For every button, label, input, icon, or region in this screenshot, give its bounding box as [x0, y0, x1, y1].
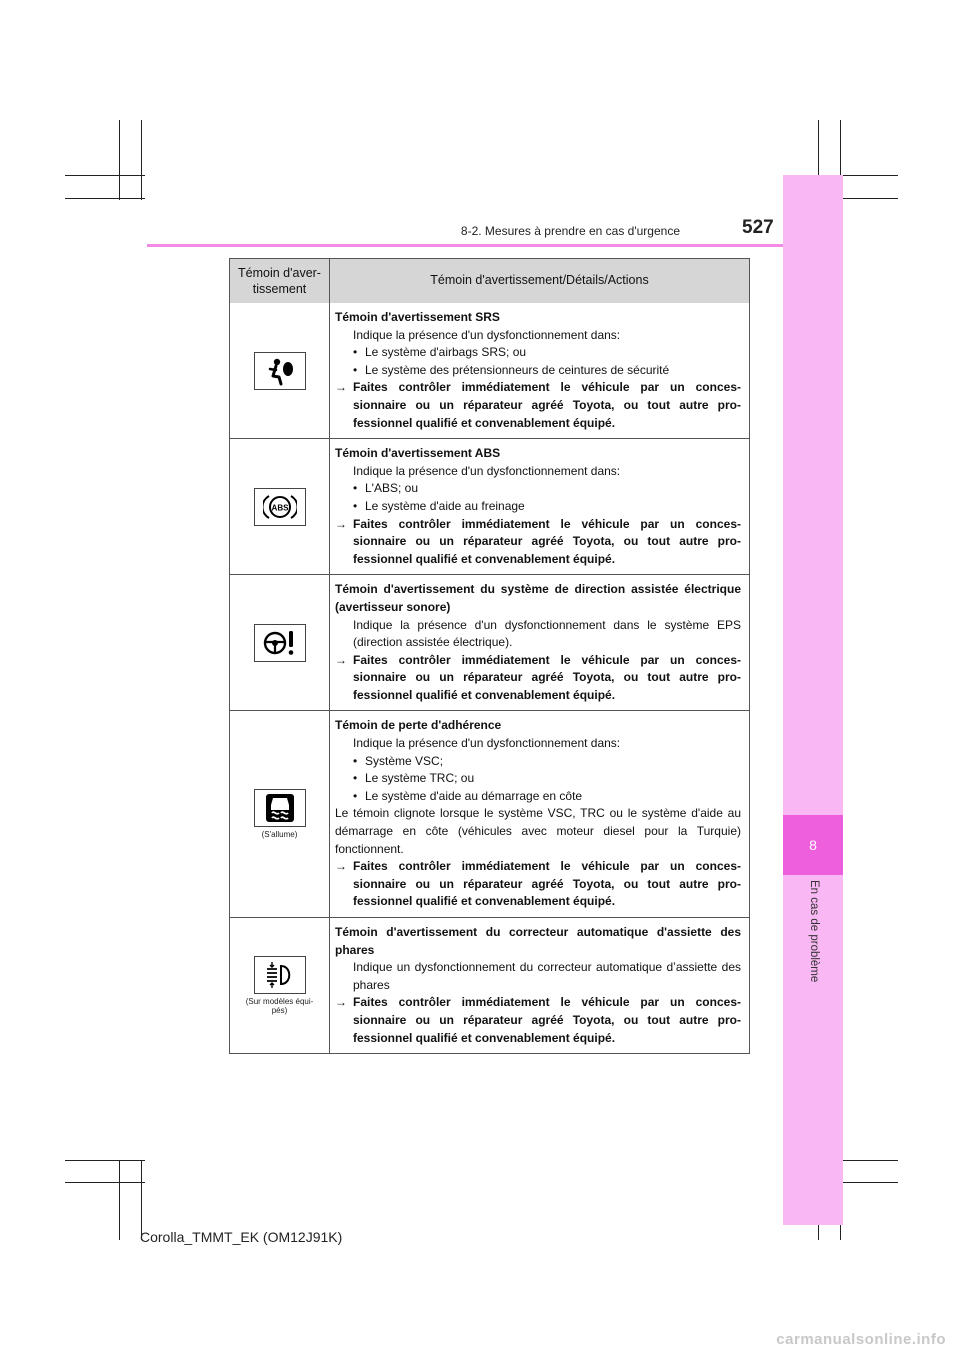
description-line: Indique la présence d'un dysfonctionnement dans le système EPS (direction assistée électrique). [353, 617, 741, 650]
warning-title: Témoin d'avertissement SRS [335, 310, 500, 324]
srs-airbag-icon [254, 352, 306, 390]
slip-indicator-icon [254, 789, 306, 827]
bullet-item [335, 498, 741, 516]
bullet-item [335, 788, 741, 806]
action-body: Faites contrôler immédiatement le véhicule par un conces-sionnaire ou un réparateur agréé Toyota, ou tout autre pro-fessionnel qualifié et convenablement équipé. [353, 516, 741, 566]
warning-lights-table [229, 258, 750, 1054]
action-text [335, 379, 741, 432]
icon-note: (Sur modèles équi-pés) [245, 997, 314, 1016]
table-row [230, 917, 749, 1053]
warning-description-cell [330, 711, 749, 917]
eps-steering-icon [254, 624, 306, 662]
crop-mark [141, 1160, 142, 1240]
bullet-text: Le système d'aide au démarrage en côte [365, 788, 583, 803]
bullet-marker: • [353, 481, 358, 496]
bullet-text: Le système TRC; ou [365, 771, 475, 786]
bullet-text: Le système d'aide au freinage [365, 498, 525, 513]
bullet-marker: • [353, 771, 358, 786]
table-row [230, 710, 749, 917]
bullet-text: L'ABS; ou [365, 481, 418, 496]
bullet-marker: • [353, 345, 358, 360]
warning-icon-cell [230, 303, 330, 438]
table-row [230, 574, 749, 710]
warning-description-cell [330, 439, 749, 574]
icon-note: (S'allume) [261, 830, 298, 840]
warning-description-cell [330, 575, 749, 710]
bullet-marker: • [353, 498, 358, 513]
warning-icon-cell [230, 575, 330, 710]
chapter-number: 8 [809, 837, 817, 853]
table-header-row [230, 259, 749, 303]
chapter-sidebar [783, 175, 843, 1225]
crop-mark [65, 1160, 145, 1161]
bullet-text: Le système d'airbags SRS; ou [365, 345, 527, 360]
col-icon-header: Témoin d'aver-tissement [230, 259, 330, 303]
arrow-glyph: → [335, 859, 347, 874]
col-text-header: Témoin d'avertissement/Détails/Actions [430, 273, 649, 288]
warning-icon-cell [230, 439, 330, 574]
bullet-item [335, 770, 741, 788]
abs-icon [254, 488, 306, 526]
description-line: Indique la présence d'un dysfonctionnement dans: [353, 463, 621, 478]
crop-mark [119, 1160, 120, 1240]
document-id: Corolla_TMMT_EK (OM12J91K) [140, 1229, 343, 1245]
action-text [335, 516, 741, 569]
table-row [230, 438, 749, 574]
watermark: carmanualsonline.info [776, 1331, 946, 1348]
warning-icon-cell [230, 711, 330, 917]
crop-mark [65, 175, 145, 176]
arrow-glyph: → [335, 380, 347, 395]
header-rule [147, 244, 783, 247]
warning-title: Témoin d'avertissement ABS [335, 446, 501, 461]
bullet-item [335, 480, 741, 498]
warning-description-cell [330, 303, 749, 438]
svg-text:ABS: ABS [271, 503, 288, 513]
bullet-item [335, 362, 741, 380]
bullet-marker: • [353, 788, 358, 803]
description-line: Indique la présence d'un dysfonctionnement dans: [353, 327, 621, 342]
chapter-title: En cas de problème [808, 880, 820, 983]
bullet-text: Système VSC; [365, 753, 444, 768]
action-body: Faites contrôler immédiatement le véhicule par un conces-sionnaire ou un réparateur agréé Toyota, ou tout autre pro-fessionnel qualifié et convenablement équipé. [353, 652, 741, 702]
description-note: Le témoin clignote lorsque le système VSC, TRC ou le système d'aide au démarrage en côte (véhicules avec moteur diesel pour la Turquie) fonctionnent. [335, 806, 741, 856]
warning-description-cell [330, 918, 749, 1053]
action-body: Faites contrôler immédiatement le véhicule par un conces-sionnaire ou un réparateur agréé Toyota, ou tout autre pro-fessionnel qualifié et convenablement équipé. [353, 995, 741, 1045]
crop-mark [65, 198, 145, 199]
action-body: Faites contrôler immédiatement le véhicule par un conces-sionnaire ou un réparateur agréé Toyota, ou tout autre pro-fessionnel qualifié et convenablement équipé. [353, 859, 741, 909]
bullet-marker: • [353, 753, 358, 768]
bullet-item [335, 753, 741, 771]
action-text [335, 858, 741, 911]
arrow-glyph: → [335, 516, 347, 531]
bullet-text: Le système des prétensionneurs de ceintures de sécurité [365, 362, 670, 377]
bullet-item [335, 344, 741, 362]
arrow-glyph: → [335, 652, 347, 667]
warning-title: Témoin d'avertissement du correcteur automatique d'assiette des phares [335, 925, 741, 957]
table-row [230, 303, 749, 438]
action-text [335, 994, 741, 1047]
action-text [335, 652, 741, 705]
crop-mark [141, 120, 142, 200]
headlight-leveling-icon [254, 956, 306, 994]
warning-title: Témoin de perte d'adhérence [335, 718, 502, 733]
description-line: Indique la présence d'un dysfonctionnement dans: [353, 736, 621, 751]
bullet-marker: • [353, 362, 358, 377]
page-number: 527 [742, 217, 774, 238]
warning-icon-cell [230, 918, 330, 1053]
description-line: Indique un dysfonctionnement du correcteur automatique d’assiette des phares [353, 960, 741, 992]
crop-mark [119, 120, 120, 200]
crop-mark [65, 1182, 145, 1183]
arrow-glyph: → [335, 995, 347, 1010]
action-body: Faites contrôler immédiatement le véhicule par un conces-sionnaire ou un réparateur agréé Toyota, ou tout autre pro-fessionnel qualifié et convenablement équipé. [353, 380, 741, 430]
section-title: 8-2. Mesures à prendre en cas d'urgence [460, 224, 680, 238]
warning-title: Témoin d'avertissement du système de direction assistée électrique (avertisseur sonore) [335, 582, 741, 614]
